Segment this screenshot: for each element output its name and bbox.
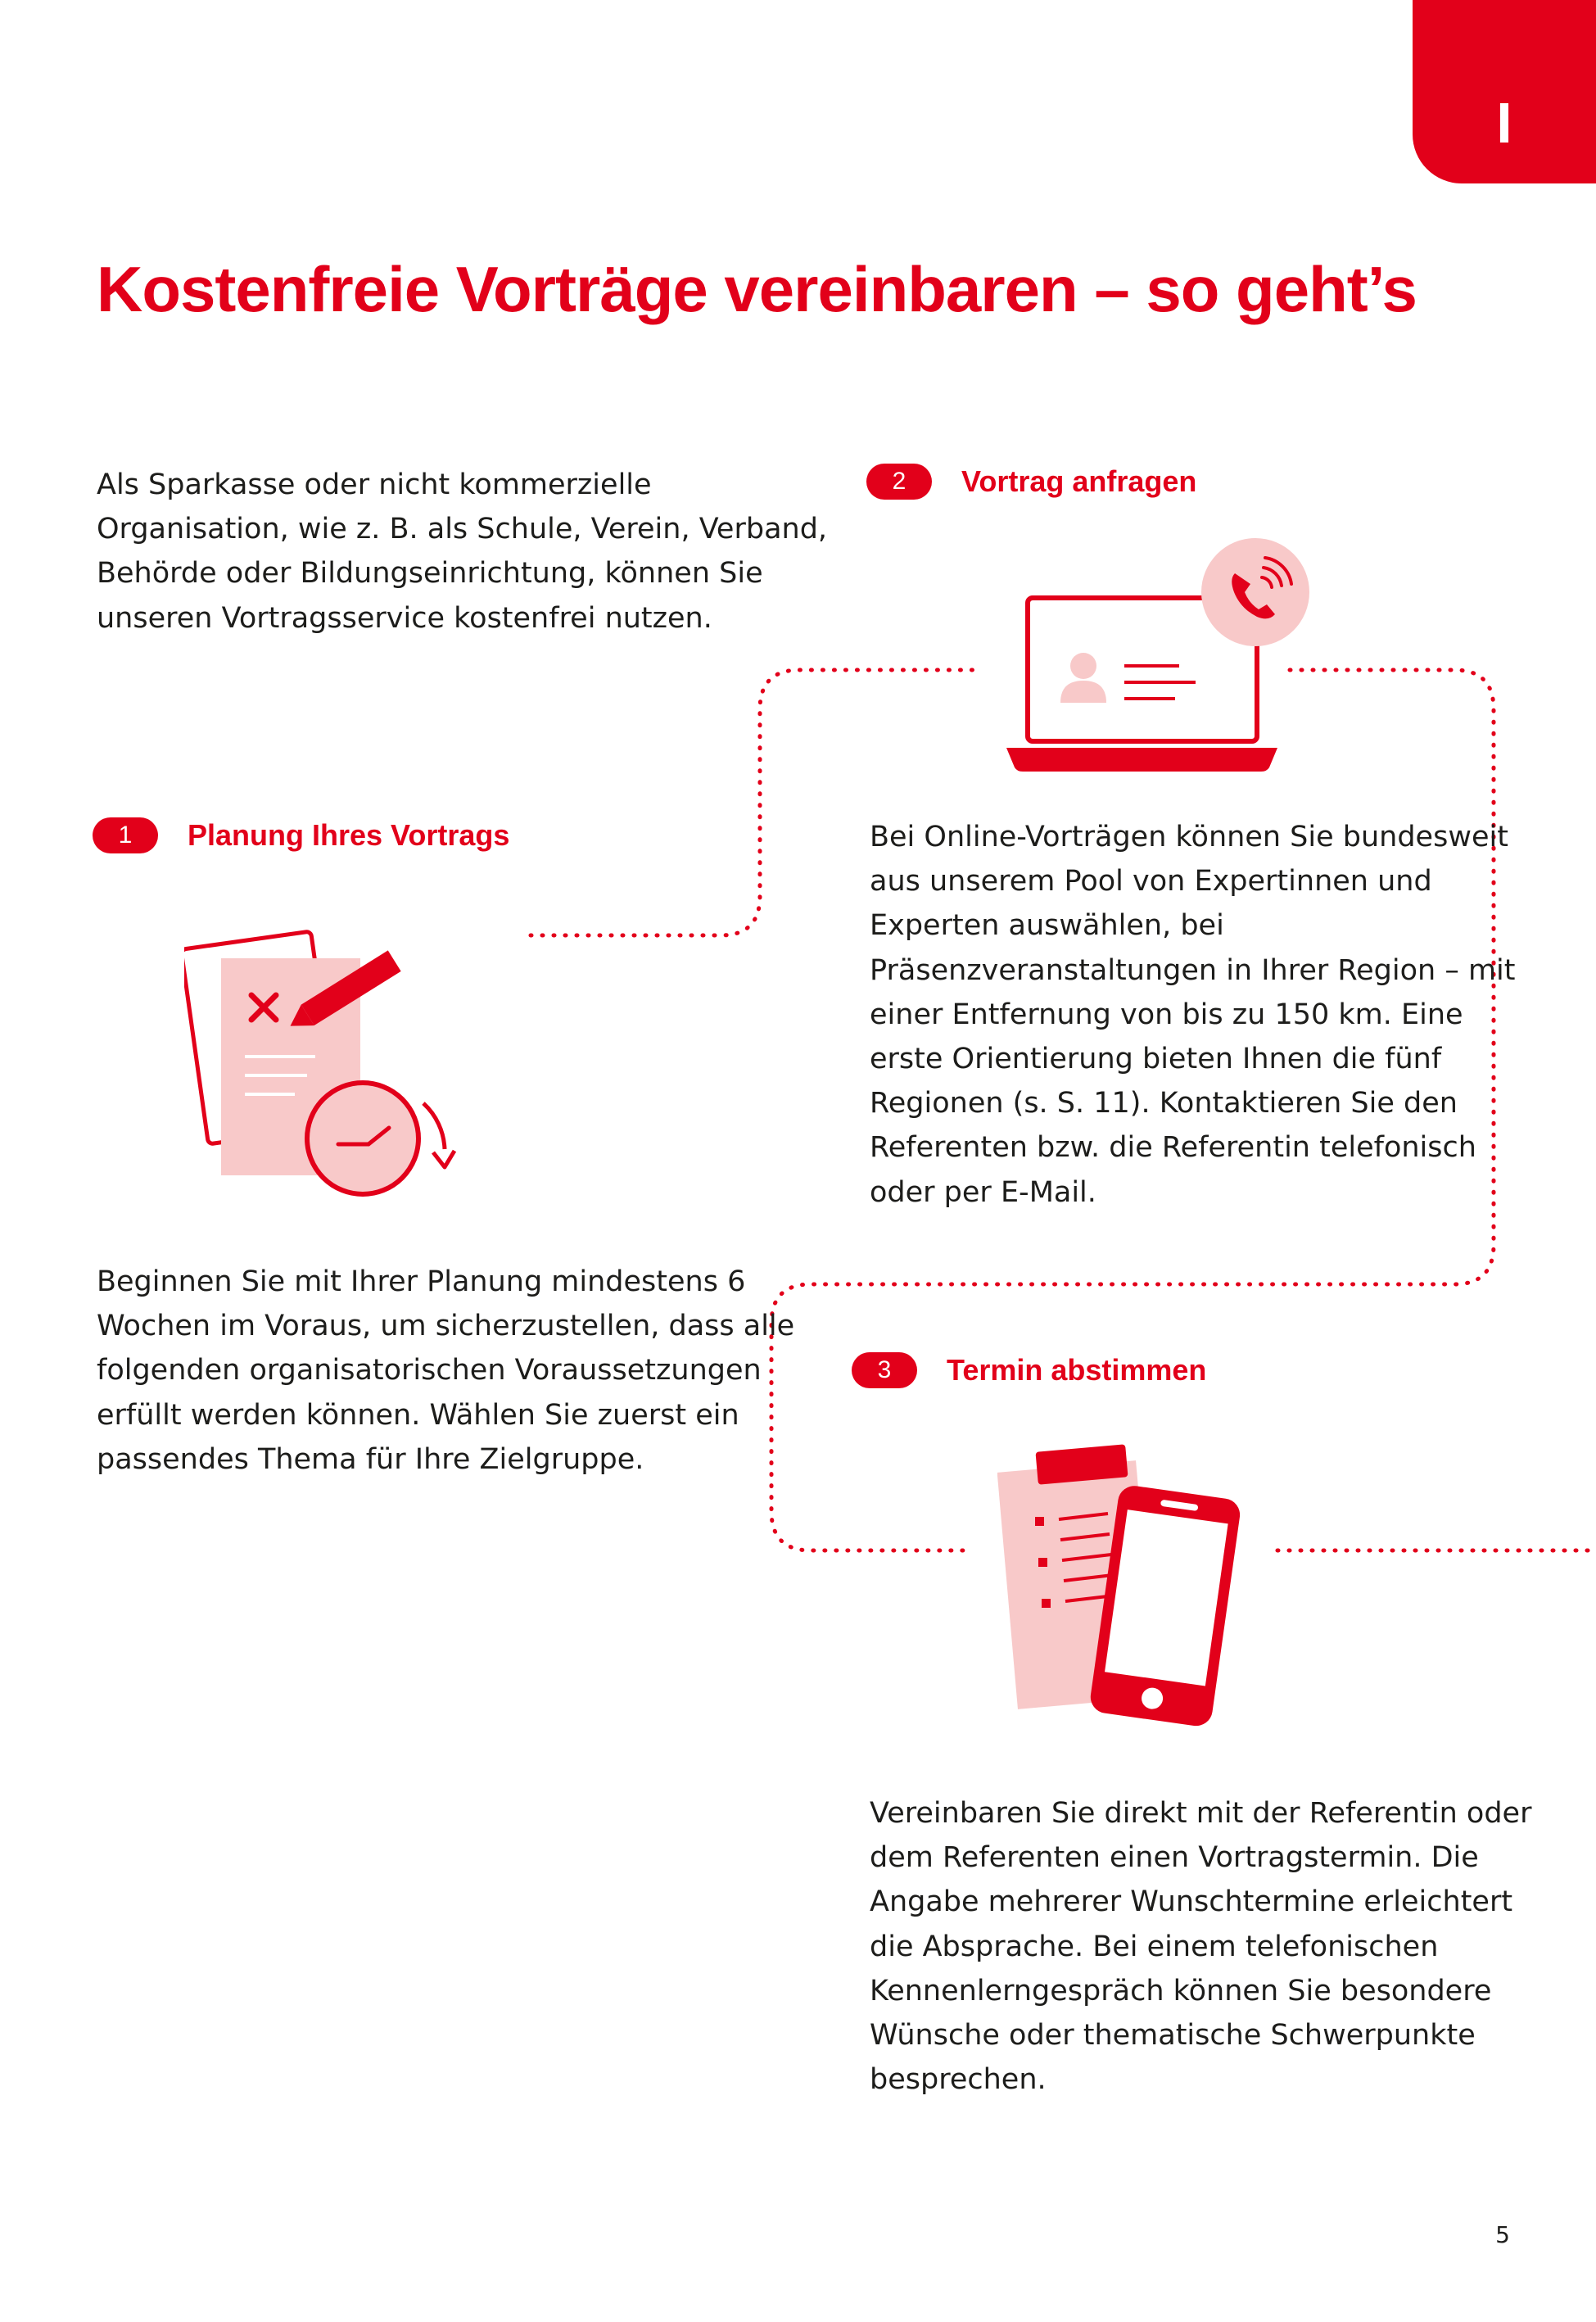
step-1-heading: [93, 817, 509, 853]
laptop-call-icon: [1003, 536, 1331, 774]
phone-checklist-icon: [997, 1442, 1268, 1745]
step-2-text: Bei Online-Vorträgen können Sie bundesweit aus unserem Pool von Expertinnen und Experten auswählen, bei Präsenzveranstaltungen in Ihrer Region – mit einer Entfernung von bis zu 150 km. Eine erste Orientierung bieten Ihnen die fünf Regionen (s. S. 11). Kontaktieren Sie den Referenten bzw. die Referentin telefonisch oder per E-Mail.: [870, 821, 1516, 1209]
chapter-tab: I: [1413, 0, 1596, 183]
step-3-badge: 3: [852, 1352, 917, 1388]
planning-document-icon: [184, 921, 463, 1204]
step-3-heading: [852, 1352, 1206, 1388]
step-2-label: Vortrag anfragen: [961, 464, 1197, 498]
intro-text: Als Sparkasse oder nicht kommerzielle Organisation, wie z. B. als Schule, Verein, Verband, Behörde oder Bildungseinrichtung, können Sie unseren Vortragsservice kostenfrei nutzen.: [97, 468, 828, 635]
step-2-badge: 2: [866, 464, 932, 500]
step-1-text: Beginnen Sie mit Ihrer Planung mindestens 6 Wochen im Voraus, um sicherzustellen, dass alle folgenden organisatorischen Voraussetzungen erfüllt werden können. Wählen Sie zuerst ein passendes Thema für Ihre Zielgruppe.: [97, 1265, 795, 1476]
step-1-label: Planung Ihres Vortrags: [188, 818, 510, 852]
page-title: Kostenfreie Vorträge vereinbaren – so geht’s: [97, 253, 1417, 325]
step-1-badge: 1: [93, 817, 158, 853]
page-number: 5: [1495, 2221, 1510, 2248]
step-3-text: Vereinbaren Sie direkt mit der Referentin oder dem Referenten einen Vortragstermin. Die Angabe mehrerer Wunschtermine erleichtert die Absprache. Bei einem telefonischen Kennenlerngespräch können Sie besondere Wünsche oder thematische Schwerpunkte besprechen.: [870, 1797, 1532, 2097]
step-2-heading: [866, 464, 1196, 500]
step-3-label: Termin abstimmen: [947, 1353, 1207, 1387]
